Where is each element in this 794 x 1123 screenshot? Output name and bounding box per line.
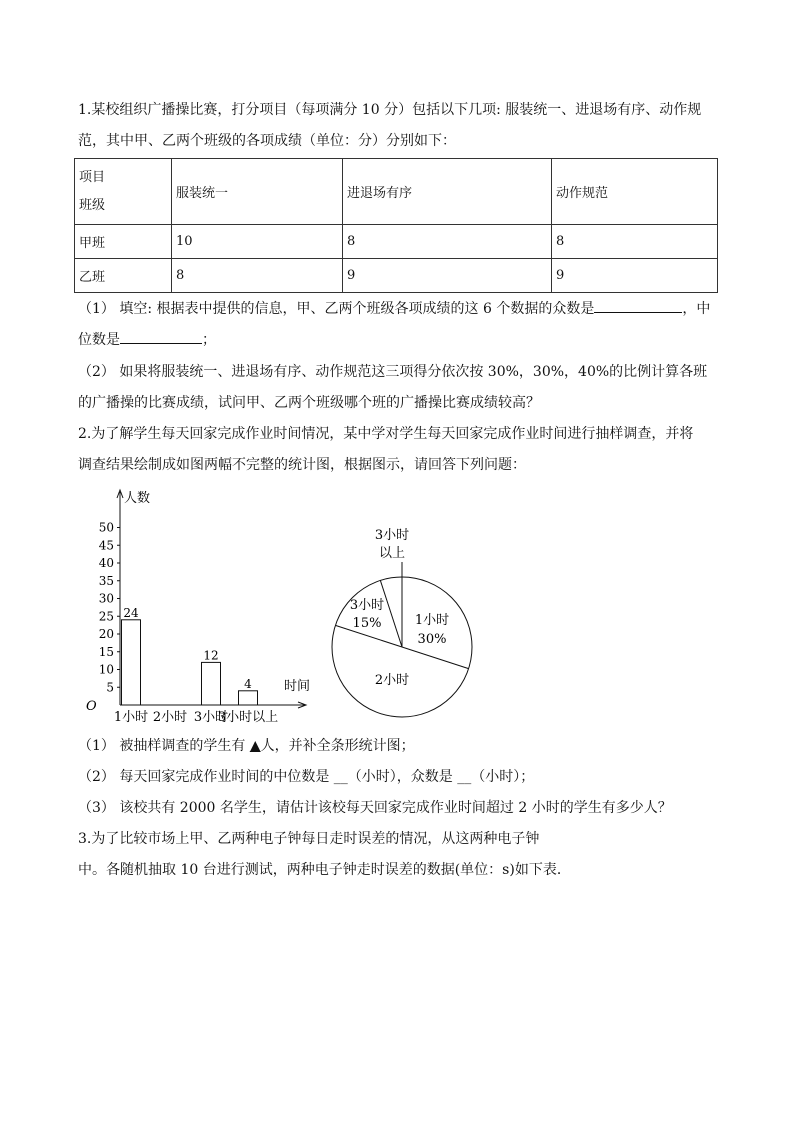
x-tick-label: 3小时以上 (217, 710, 279, 724)
q2-part1 (78, 736, 415, 756)
table-cell: 9 (343, 259, 552, 293)
q2-intro-line2: 调查结果绘制成如图两幅不完整的统计图，根据图示，请回答下列问题： (78, 457, 526, 473)
q1-intro-line1: 1.某校组织广播操比赛，打分项目（每项满分 10 分）包括以下几项: 服装统一、进退场有序、动作规 (78, 102, 702, 118)
table-row-label: 甲班 (75, 225, 172, 259)
bar (122, 620, 141, 705)
table-row (75, 259, 718, 293)
table-cell: 9 (552, 259, 718, 293)
table-cell: 8 (552, 225, 718, 259)
y-tick-label: 50 (98, 520, 114, 535)
q1-part2-line1: （2） 如果将服装统一、进退场有序、动作规范这三项得分依次按 30%，30%，40%的比例计算各班 (78, 364, 708, 380)
bar-value-label: 24 (123, 605, 139, 620)
y-tick-label: 5 (106, 680, 114, 695)
y-axis-label: 人数 (124, 491, 151, 506)
y-tick-label: 45 (98, 538, 114, 553)
pie-label: 以上 (378, 546, 406, 561)
x-tick-label: 1小时 (113, 710, 149, 724)
bar (202, 662, 221, 705)
q1-part2-line2: 的广播操的比赛成绩，试问甲、乙两个班级哪个班的广播操比赛成绩较高？ (78, 395, 540, 411)
pie-label: 3小时 (349, 598, 385, 613)
x-tick-label: 2小时 (152, 710, 188, 724)
q2-part3: （3） 该校共有 2000 名学生，请估计该校每天回家完成作业时间超过 2 小时的学生有多少人？ (78, 800, 672, 816)
q1-part1-text-b: ，中 (682, 301, 711, 317)
table-corner-cell (75, 159, 172, 225)
table-header: 进退场有序 (343, 159, 552, 225)
y-tick-label: 40 (98, 556, 114, 570)
y-tick-label: 35 (98, 573, 114, 588)
table-cell: 10 (172, 225, 343, 259)
x-axis-label: 时间 (284, 679, 311, 694)
q2-part1-text-a: （1） 被抽样调查的学生有 (78, 738, 246, 754)
bar (239, 691, 258, 705)
charts-svg (70, 484, 490, 724)
q1-part1-line1 (78, 298, 710, 319)
score-table (74, 158, 718, 293)
y-tick-label: 20 (98, 627, 114, 641)
table-row-label: 乙班 (75, 259, 172, 293)
y-tick-label: 25 (98, 609, 114, 624)
answer-mark-triangle: ▲ (249, 738, 261, 754)
charts-figure (70, 484, 490, 728)
table-header: 服装统一 (172, 159, 343, 225)
table-row (75, 225, 718, 259)
pie-label: 2小时 (374, 673, 410, 688)
q3-line1: 3.为了比较市场上甲、乙两种电子钟每日走时误差的情况，从这两种电子钟 (78, 831, 540, 847)
bar-value-label: 4 (244, 676, 252, 691)
q2-intro-line1: 2.为了解学生每天回家完成作业时间情况，某中学对学生每天回家完成作业时间进行抽样调查，并将 (78, 426, 694, 442)
pie-label: 3小时 (374, 528, 410, 543)
q1-part1-text-a: （1） 填空: 根据表中提供的信息，甲、乙两个班级各项成绩的这 6 个数据的众数是 (78, 301, 595, 317)
x-tick-label: 3小时 (193, 710, 229, 724)
y-tick-label: 10 (98, 662, 114, 677)
q1-part1-text-d: ； (202, 332, 216, 348)
pie-percent-label: 30% (417, 632, 447, 647)
q1-part1-text-c: 位数是 (78, 332, 120, 348)
y-tick-label: 30 (98, 591, 114, 606)
table-header: 动作规范 (552, 159, 718, 225)
corner-bottom-label: 班级 (79, 197, 106, 213)
q2-part2: （2） 每天回家完成作业时间的中位数是 __（小时），众数是 __（小时）； (78, 769, 535, 785)
answer-blank-median[interactable] (120, 329, 202, 344)
q2-part1-text-b: 人，并补全条形统计图； (260, 738, 415, 754)
table-cell: 8 (172, 259, 343, 293)
y-tick-label: 15 (98, 644, 114, 659)
q1-intro-line2: 范，其中甲、乙两个班级的各项成绩（单位：分）分别如下： (78, 133, 456, 149)
q1-part1-line2 (78, 329, 216, 350)
q3-line2: 中。各随机抽取 10 台进行测试，两种电子钟走时误差的数据(单位：s)如下表． (78, 862, 571, 878)
pie-percent-label: 15% (352, 616, 382, 631)
table-cell: 8 (343, 225, 552, 259)
answer-blank-mode[interactable] (594, 298, 682, 313)
bar-value-label: 12 (203, 648, 219, 663)
pie-label: 1小时 (414, 613, 450, 628)
corner-top-label: 项目 (79, 169, 106, 185)
origin-label: O (86, 699, 97, 714)
